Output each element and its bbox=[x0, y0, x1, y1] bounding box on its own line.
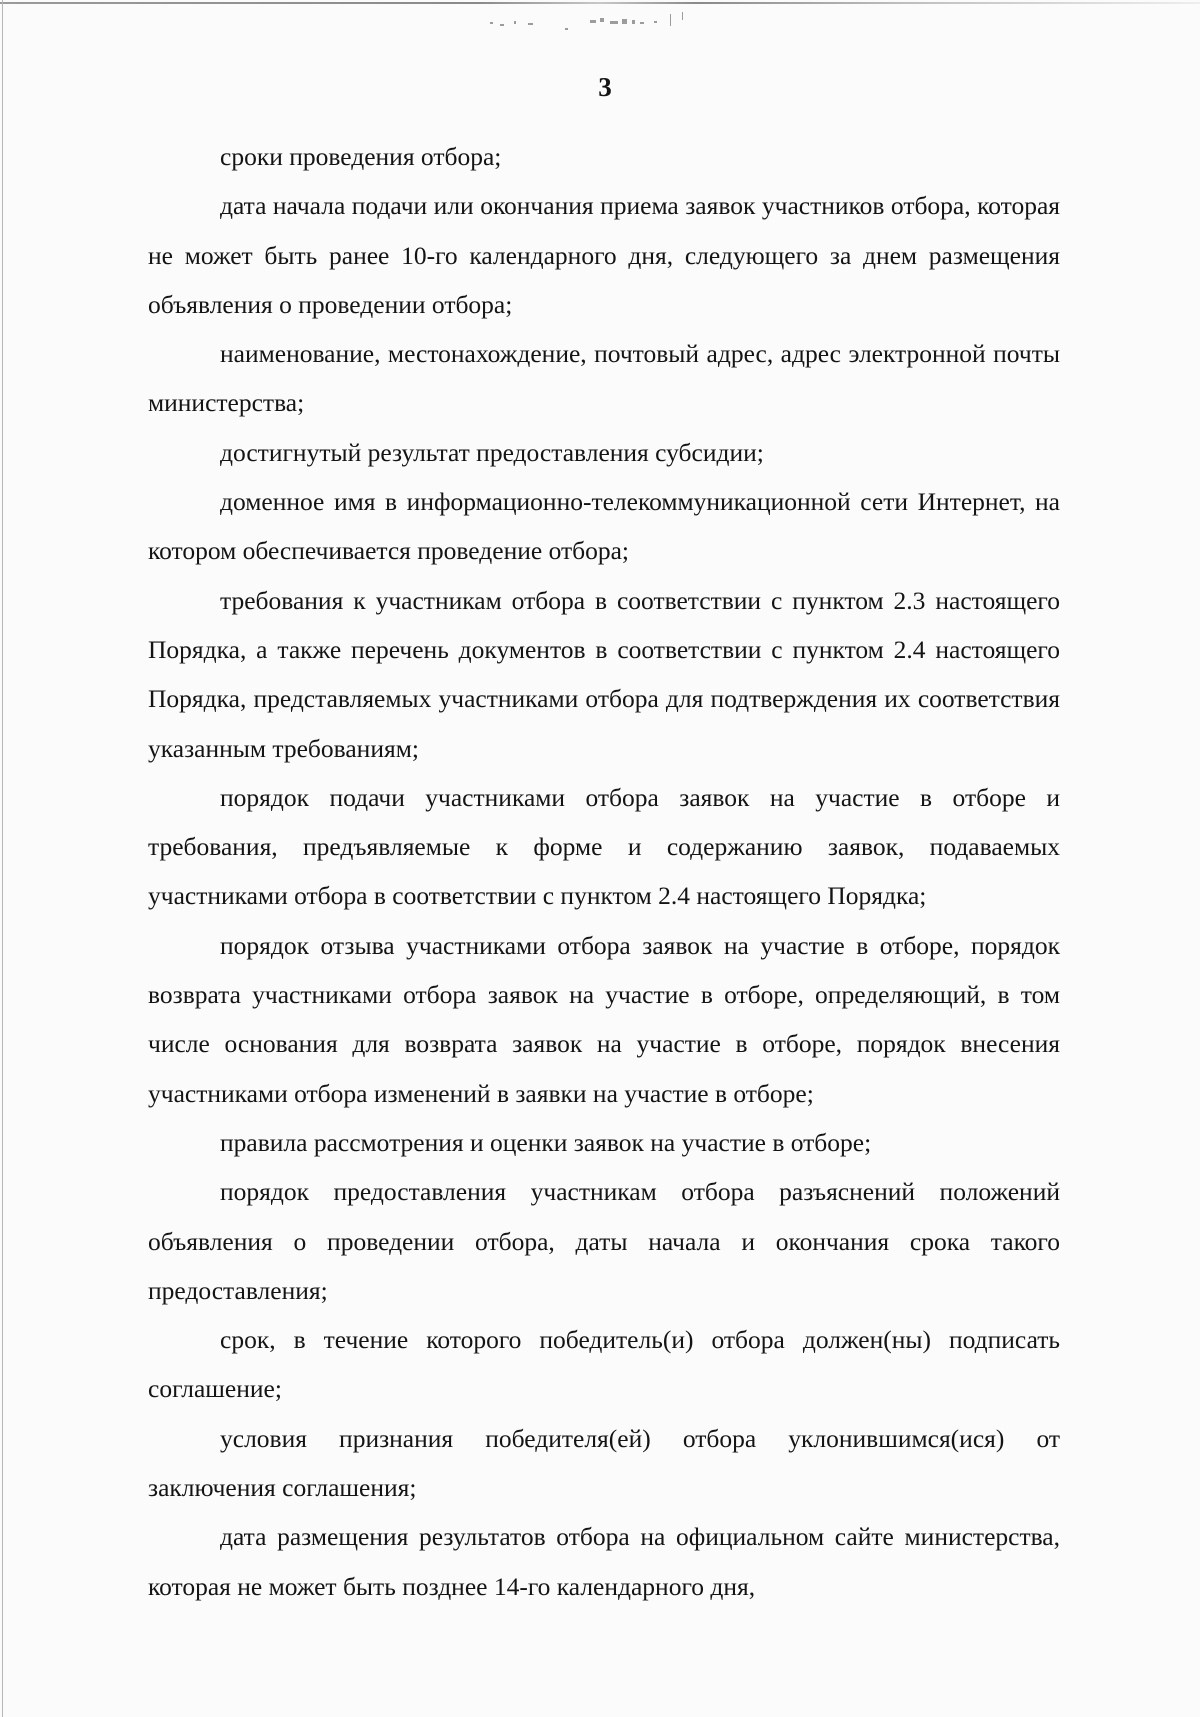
paragraph: достигнутый результат предоставления субсидии; bbox=[220, 437, 764, 467]
paragraph: наименование, местонахождение, почтовый адрес, адрес электронной почты министерства; bbox=[148, 339, 1060, 418]
page-number: 3 bbox=[598, 72, 612, 102]
paragraph: порядок отзыва участниками отбора заявок на участие в отборе, порядок возврата участниками отбора заявок на участие в отборе, определяющий, в том числе основания для возврата заявок на участие в отборе, порядок внесения участниками отбора изменений в заявки на участие в отборе; bbox=[148, 930, 1060, 1108]
paragraph: доменное имя в информационно-телекоммуникационной сети Интернет, на котором обеспечивается проведение отбора; bbox=[148, 487, 1060, 566]
paragraph: порядок подачи участниками отбора заявок на участие в отборе и требования, предъявляемые к форме и содержанию заявок, подаваемых участниками отбора в соответствии с пунктом 2.4 настоящего Порядка; bbox=[148, 782, 1060, 911]
paragraph: срок, в течение которого победитель(и) отбора должен(ны) подписать соглашение; bbox=[148, 1325, 1060, 1404]
scan-edge-left bbox=[2, 0, 3, 1717]
body-text bbox=[148, 132, 1060, 1611]
paragraph: требования к участникам отбора в соответствии с пунктом 2.3 настоящего Порядка, а также перечень документов в соответствии с пунктом 2.4 настоящего Порядка, представляемых участниками отбора для подтверждения их соответствия указанным требованиям; bbox=[148, 585, 1060, 763]
paragraph: сроки проведения отбора; bbox=[220, 142, 502, 171]
paragraph: порядок предоставления участникам отбора разъяснений положений объявления о проведении отбора, даты начала и окончания срока такого предоставления; bbox=[148, 1177, 1060, 1305]
paragraph: правила рассмотрения и оценки заявок на участие в отборе; bbox=[220, 1127, 872, 1157]
paragraph: дата размещения результатов отбора на официальном сайте министерства, которая не может быть позднее 14-го календарного дня, bbox=[148, 1522, 1060, 1601]
paragraph: дата начала подачи или окончания приема заявок участников отбора, которая не может быть ранее 10-го календарного дня, следующего за днем размещения объявления о проведении отбора; bbox=[148, 191, 1060, 319]
paragraph: условия признания победителя(ей) отбора уклонившимся(ися) от заключения соглашения; bbox=[148, 1423, 1060, 1503]
scan-edge-top bbox=[0, 2, 1200, 4]
scan-noise-marks bbox=[470, 8, 770, 38]
